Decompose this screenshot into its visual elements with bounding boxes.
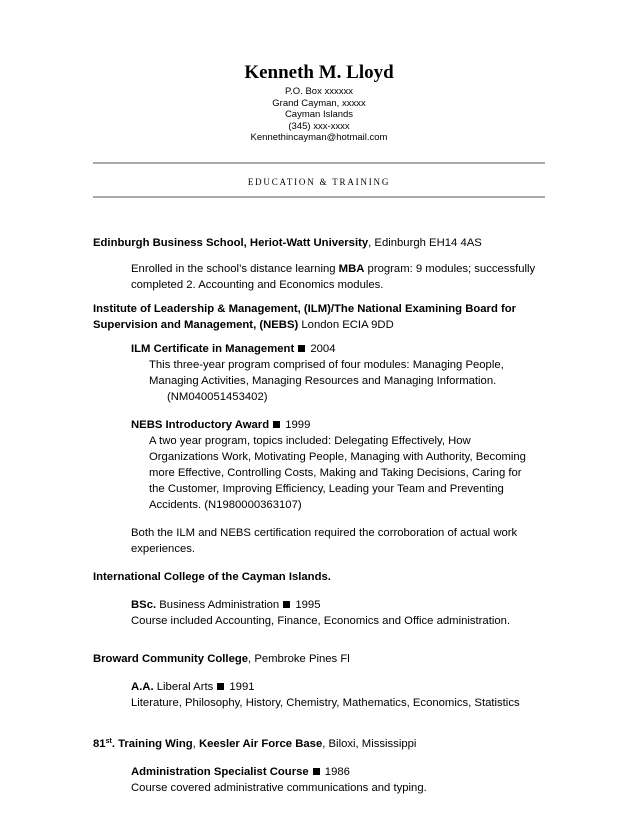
bcc-degree: A.A. [131,681,154,693]
bcc-degree-heading [93,679,548,695]
ilm-location: London ECIA 9DD [298,319,394,331]
contact-address: P.O. Box xxxxxx [285,86,353,97]
nebs-award-desc: more Effective, Controlling Costs, Making and Taking Decisions, Caring for [149,467,522,479]
nebs-award-heading [93,417,548,433]
ilm-cert-desc: Managing Activities, Managing Resources and Managing Information. [149,375,497,387]
ilm-nebs-note: experiences. [131,543,196,555]
contact-block [0,86,638,144]
ilm-cert-desc: This three-year program comprised of four modules: Managing People, [149,359,504,371]
icci-field: Business Administration [156,599,280,611]
bullet-square-icon [283,601,290,608]
candidate-name: Kenneth M. Lloyd [244,62,394,83]
bcc-location: , Pembroke Pines Fl [248,653,350,665]
bullet-square-icon [273,421,280,428]
ilm-nebs-note: Both the ILM and NEBS certification required the corroboration of actual work [131,527,518,539]
ebs-mba: MBA [338,263,365,275]
keesler-unit: . Training Wing [111,738,193,750]
icci-degree: BSc. [131,599,157,611]
bcc-field: Liberal Arts [153,681,214,693]
ebs-school: Edinburgh Business School, Heriot-Watt University [93,237,369,249]
keesler-heading: 81st. Training Wing, Keesler Air Force Base, Biloxi, Mississippi [93,738,417,750]
ilm-school: Institute of Leadership & Management, (ILM)/The National Examining Board for [93,303,517,315]
keesler-location: , Biloxi, Mississippi [322,738,417,750]
bullet-square-icon [313,768,320,775]
keesler-course-heading [93,764,548,780]
icci-degree-heading [93,597,548,613]
nebs-award-desc: Organizations Work, Motivating People, Managing with Authority, Becoming [149,451,526,463]
bullet-square-icon [298,345,305,352]
bcc-school: Broward Community College [93,653,249,665]
contact-phone: (345) xxx-xxxx [288,120,350,132]
nebs-award-desc: Accidents. (N1980000363107) [149,499,302,511]
nebs-award-year: 1999 [282,419,311,431]
ebs-location: , Edinburgh EH14 4AS [368,237,482,249]
contact-country: Cayman Islands [284,109,354,120]
nebs-award-desc: the Customer, Improving Efficiency, Leading your Team and Preventing [149,483,504,495]
nebs-award-title: NEBS Introductory Award [131,419,270,431]
ilm-cert-title: ILM Certificate in Management [131,343,295,355]
icci-school: International College of the Cayman Islands. [93,571,331,583]
bcc-heading [93,651,548,667]
keesler-year: 1986 [321,766,350,778]
ilm-school-line2: Supervision and Management, (NEBS) London ECIA 9DD [93,319,394,331]
ilm-cert-id: (NM040051453402) [167,391,268,403]
keesler-base: Keesler Air Force Base [198,738,323,750]
ilm-cert-heading [93,341,548,357]
ebs-heading [93,235,548,251]
education-content [93,235,548,796]
ebs-desc-line: completed 2. Accounting and Economics modules. [131,279,384,291]
bcc-desc: Literature, Philosophy, History, Chemistry, Mathematics, Economics, Statistics [131,697,520,709]
section-title: EDUCATION & TRAINING [247,177,391,187]
bullet-square-icon [217,683,224,690]
ilm-cert-year: 2004 [307,343,336,355]
icci-desc: Course included Accounting, Finance, Economics and Office administration. [131,615,511,627]
ebs-desc-line: Enrolled in the school’s distance learning MBA program: 9 modules; successfully [131,263,536,275]
bcc-year: 1991 [226,681,255,693]
keesler-course: Administration Specialist Course [131,766,309,778]
nebs-award-desc: A two year program, topics included: Delegating Effectively, How [149,435,471,447]
section-rule-bottom [93,196,545,198]
contact-email: Kennethincayman@hotmail.com [250,132,388,143]
icci-year: 1995 [292,599,321,611]
section-rule-top [93,162,545,164]
contact-city: Grand Cayman, xxxxx [272,97,366,109]
keesler-desc: Course covered administrative communications and typing. [131,782,427,794]
